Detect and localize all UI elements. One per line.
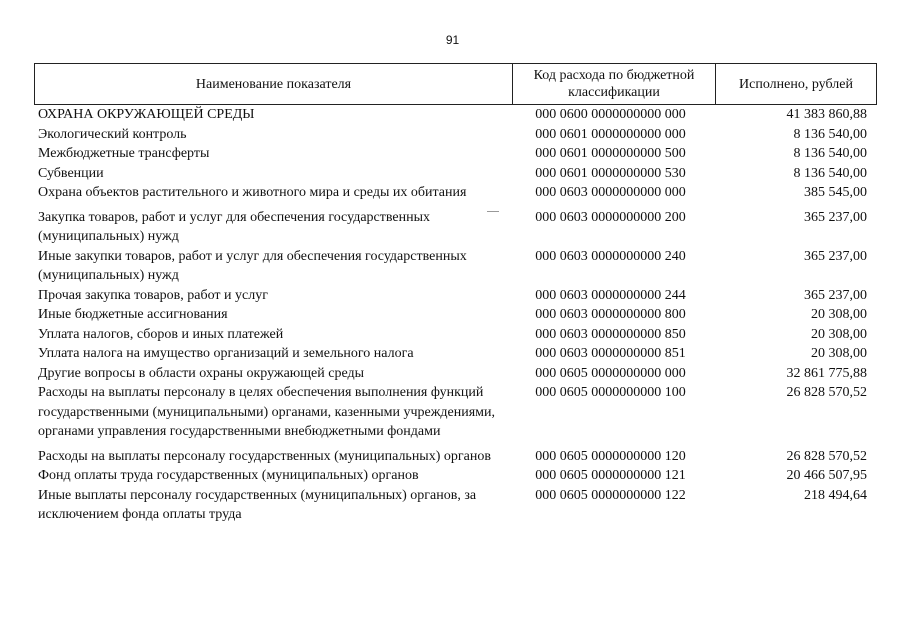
row-code: 000 0603 0000000000 850 <box>535 326 686 342</box>
row-code: 000 0603 0000000000 244 <box>535 287 686 303</box>
table-row <box>34 208 877 247</box>
table-row <box>34 486 877 525</box>
row-amount: 26 828 570,52 <box>786 385 867 400</box>
table-row <box>34 183 877 203</box>
row-amount: 20 308,00 <box>811 307 867 322</box>
row-amount: 8 136 540,00 <box>793 126 867 142</box>
row-code: 000 0605 0000000000 100 <box>535 385 686 400</box>
page-number: 91 <box>445 33 460 47</box>
row-code: 000 0601 0000000000 530 <box>535 165 686 181</box>
row-name: Иные выплаты персоналу государственных (муниципальных) органов, за исключением фонда оплаты труда <box>38 487 477 522</box>
table-row <box>34 125 877 145</box>
table-row <box>34 105 877 125</box>
row-amount: 41 383 860,88 <box>786 107 867 122</box>
row-name: Фонд оплаты труда государственных (муниципальных) органов <box>38 468 419 483</box>
row-name: Охрана объектов растительного и животного мира и среды их обитания <box>38 185 467 200</box>
row-name: Иные закупки товаров, работ и услуг для обеспечения государственных (муниципальных) нужд <box>38 248 467 283</box>
row-code: 000 0603 0000000000 000 <box>535 185 686 200</box>
table-row <box>34 383 877 442</box>
row-amount: 8 136 540,00 <box>793 165 867 181</box>
row-code: 000 0605 0000000000 120 <box>535 448 686 464</box>
row-code: 000 0603 0000000000 240 <box>535 248 686 264</box>
row-name: Расходы на выплаты персоналу в целях обеспечения выполнения функций государственными (муниципальными) органами, казенными учреждениями, органами управления государственными внебюджетными фондами <box>38 385 495 439</box>
table-body <box>34 105 877 525</box>
table-row <box>34 447 877 467</box>
row-name: Закупка товаров, работ и услуг для обеспечения государственных (муниципальных) нужд <box>38 209 431 244</box>
row-amount: 365 237,00 <box>804 287 867 303</box>
row-name: Прочая закупка товаров, работ и услуг <box>38 287 268 303</box>
row-name: Расходы на выплаты персоналу государственных (муниципальных) органов <box>38 448 491 464</box>
row-name: Уплата налога на имущество организаций и земельного налога <box>38 346 414 361</box>
row-amount: 32 861 775,88 <box>786 365 867 381</box>
row-name: Иные бюджетные ассигнования <box>38 307 228 322</box>
table-row <box>34 344 877 364</box>
row-name: Другие вопросы в области охраны окружающей среды <box>38 365 364 381</box>
row-code: 000 0603 0000000000 200 <box>535 209 686 225</box>
table-row <box>34 305 877 325</box>
table-row <box>34 325 877 345</box>
table-row <box>34 144 877 164</box>
table-row <box>34 286 877 306</box>
row-name: Субвенции <box>38 165 104 181</box>
row-code: 000 0603 0000000000 800 <box>535 307 686 322</box>
row-amount: 20 308,00 <box>811 346 867 361</box>
table-row <box>34 164 877 184</box>
row-code: 000 0605 0000000000 000 <box>535 365 686 381</box>
row-amount: 365 237,00 <box>804 209 867 225</box>
row-amount: 385 545,00 <box>804 185 867 200</box>
header-code: Код расхода по бюджетной классификации <box>513 64 716 104</box>
row-amount: 20 308,00 <box>811 326 867 342</box>
table-row <box>34 247 877 286</box>
row-code: 000 0601 0000000000 000 <box>535 126 686 142</box>
row-amount: 218 494,64 <box>804 487 867 503</box>
row-code: 000 0603 0000000000 851 <box>535 346 686 361</box>
table-header <box>34 63 877 105</box>
row-code: 000 0600 0000000000 000 <box>535 107 686 122</box>
expenditure-table <box>34 63 877 525</box>
row-amount: 365 237,00 <box>804 248 867 264</box>
row-name: Межбюджетные трансферты <box>38 146 210 161</box>
scan-mark <box>487 211 499 212</box>
row-code: 000 0605 0000000000 122 <box>535 487 686 503</box>
row-amount: 26 828 570,52 <box>786 448 867 464</box>
row-code: 000 0605 0000000000 121 <box>535 468 686 483</box>
header-name: Наименование показателя <box>35 64 513 104</box>
table-row <box>34 364 877 384</box>
row-name: Экологический контроль <box>38 126 187 142</box>
row-amount: 8 136 540,00 <box>793 146 867 161</box>
header-amount: Исполнено, рублей <box>739 76 853 92</box>
row-name: Уплата налогов, сборов и иных платежей <box>38 326 284 342</box>
row-name: ОХРАНА ОКРУЖАЮЩЕЙ СРЕДЫ <box>38 107 255 122</box>
table-row <box>34 466 877 486</box>
row-code: 000 0601 0000000000 500 <box>535 146 686 161</box>
row-amount: 20 466 507,95 <box>786 468 867 483</box>
